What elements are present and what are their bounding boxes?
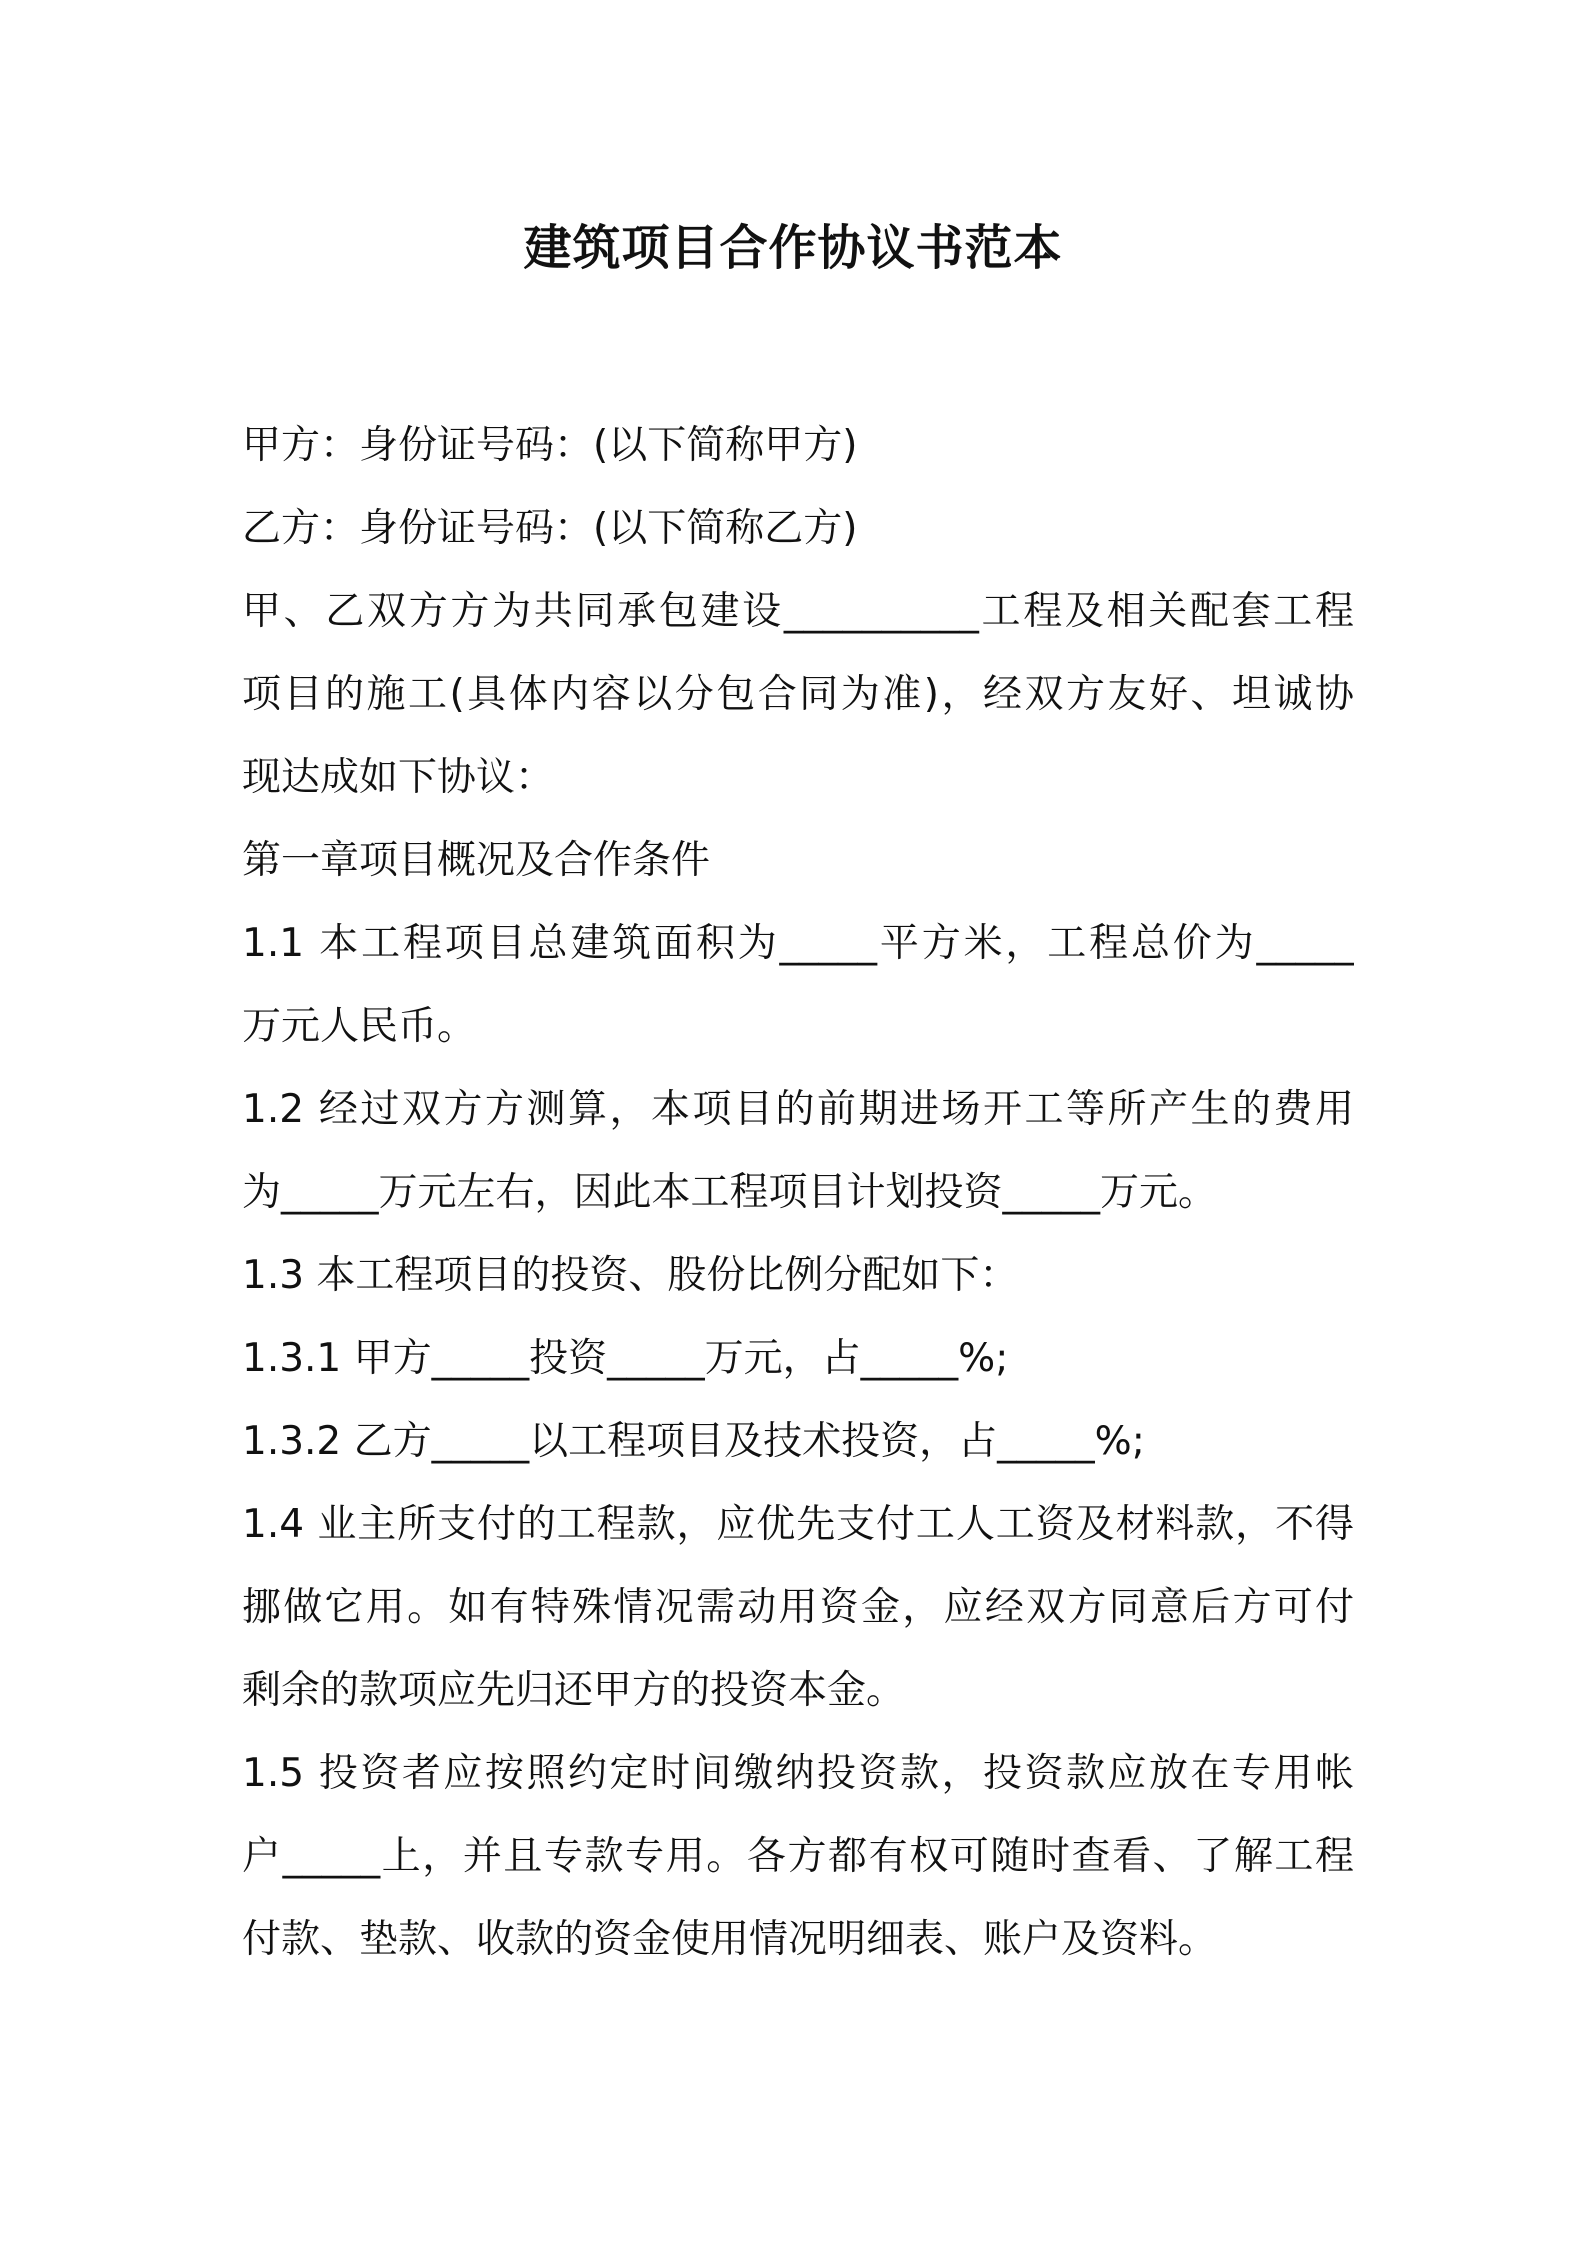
- clause-1-4-line-1: 1.4 业主所支付的工程款，应优先支付工人工资及材料款，不得: [242, 1502, 1354, 1547]
- document-title: 建筑项目合作协议书范本: [523, 220, 1063, 276]
- chapter-heading: 第一章项目概况及合作条件: [242, 838, 711, 883]
- clause-1-1-line-1: 1.1 本工程项目总建筑面积为_____平方米，工程总价为_____: [242, 921, 1354, 966]
- clause-1-1-line-2: 万元人民币。: [242, 1004, 477, 1049]
- clause-1-5-line-2: 户_____上，并且专款专用。各方都有权可随时查看、了解工程: [242, 1834, 1354, 1879]
- party-b-line: 乙方：身份证号码：(以下简称乙方): [242, 506, 858, 551]
- clause-1-2-line-1: 1.2 经过双方方测算，本项目的前期进场开工等所产生的费用: [242, 1087, 1354, 1132]
- clause-1-3: 1.3 本工程项目的投资、股份比例分配如下：: [242, 1253, 1019, 1298]
- party-a-line: 甲方：身份证号码：(以下简称甲方): [242, 423, 858, 468]
- clause-1-5-line-1: 1.5 投资者应按照约定时间缴纳投资款，投资款应放在专用帐: [242, 1751, 1354, 1796]
- preamble-line-2: 项目的施工(具体内容以分包合同为准)，经双方友好、坦诚协: [242, 672, 1354, 717]
- preamble-line-3: 现达成如下协议：: [242, 755, 555, 800]
- clause-1-3-2: 1.3.2 乙方_____以工程项目及技术投资，占_____%;: [242, 1419, 1145, 1464]
- preamble-line-1: 甲、乙双方方为共同承包建设__________工程及相关配套工程: [242, 589, 1354, 634]
- clause-1-4-line-2: 挪做它用。如有特殊情况需动用资金，应经双方同意后方可付: [242, 1585, 1354, 1630]
- document-body: [242, 404, 1354, 1981]
- clause-1-2-line-2: 为_____万元左右，因此本工程项目计划投资_____万元。: [242, 1170, 1218, 1215]
- clause-1-4-line-3: 剩余的款项应先归还甲方的投资本金。: [242, 1668, 906, 1713]
- clause-1-5-line-3: 付款、垫款、收款的资金使用情况明细表、账户及资料。: [242, 1917, 1218, 1962]
- clause-1-3-1: 1.3.1 甲方_____投资_____万元，占_____%;: [242, 1336, 1009, 1381]
